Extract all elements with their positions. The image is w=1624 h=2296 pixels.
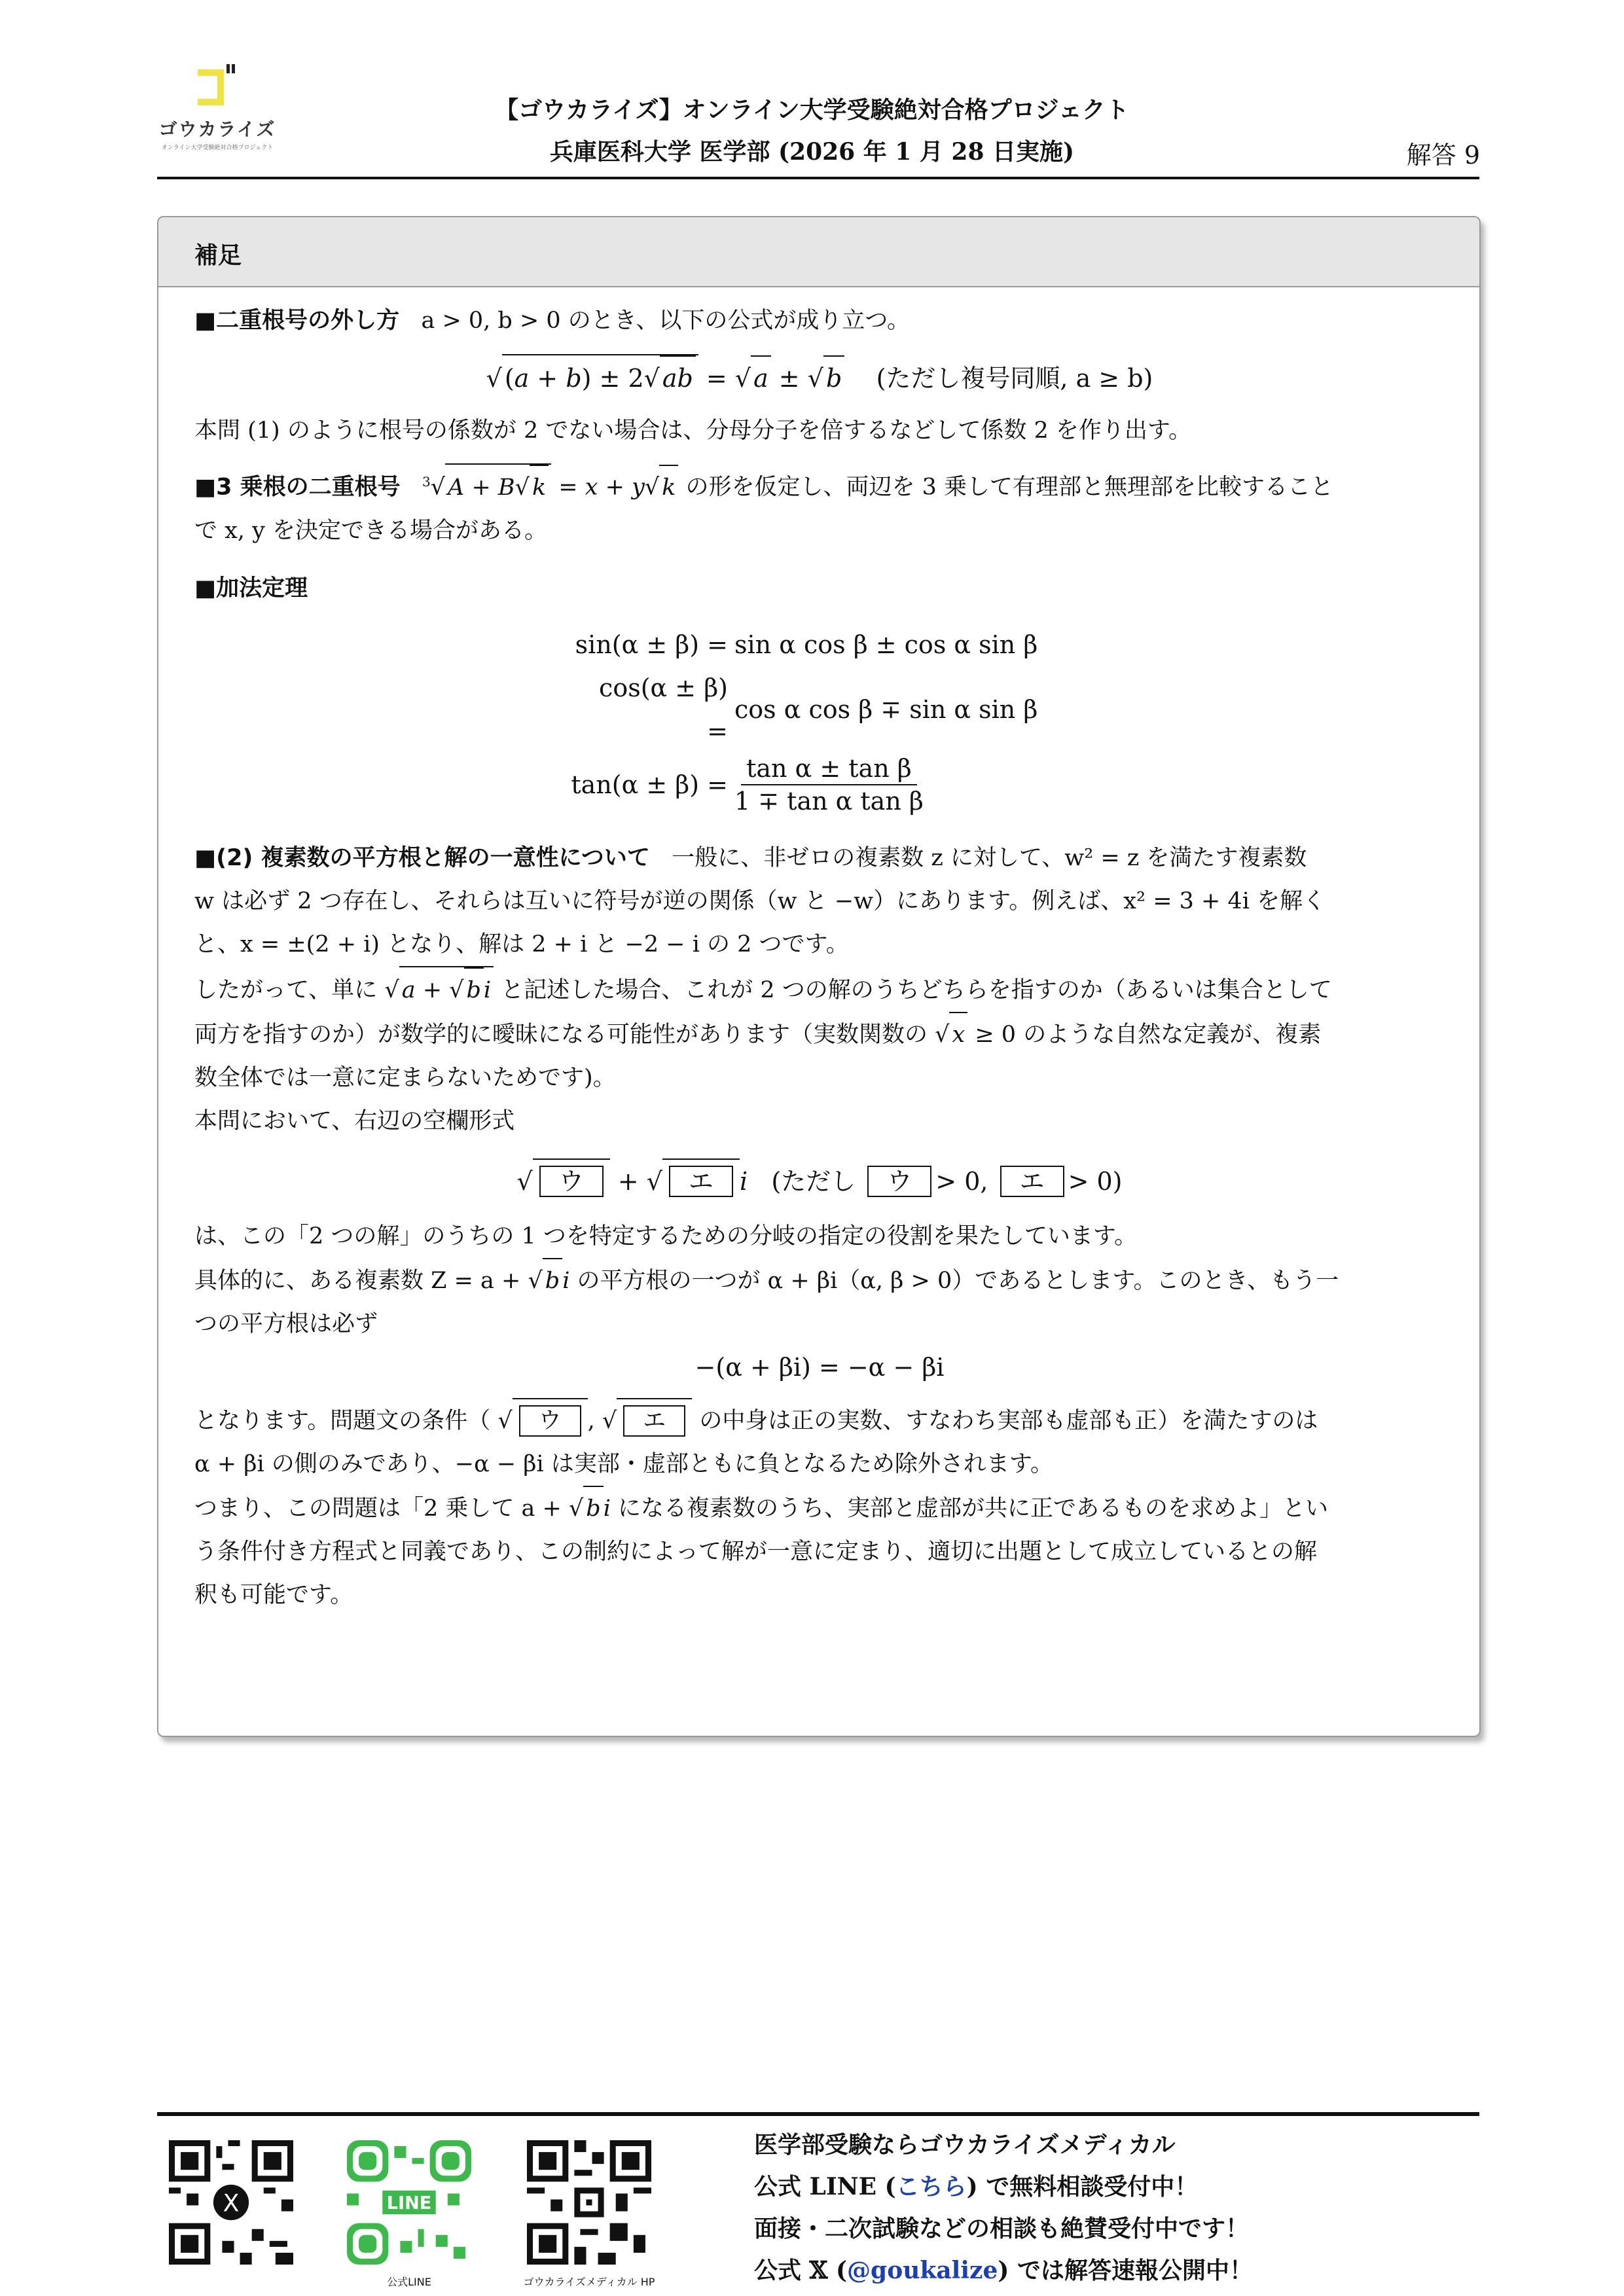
footer-line: 医学部受験ならゴウカライズメディカル <box>754 2131 1176 2159</box>
section-text-line: つまり、この問題は「2 乗して a + √ b i になる複素数のうち、実部と虚部が共に正であるものを求めよ」とい <box>194 1486 1445 1530</box>
trig-lhs: tan(α ± β) = <box>571 770 728 799</box>
section-complex-root <box>194 836 1445 880</box>
answer-blank-u: ウ <box>539 1166 604 1197</box>
answer-blank-e: エ <box>669 1166 733 1197</box>
text-fragment: になる複素数のうち、実部と虚部が共に正であるものを求めよ」とい <box>618 1495 1329 1522</box>
qr-code-line-icon[interactable] <box>347 2140 471 2265</box>
footer-divider <box>157 2112 1479 2116</box>
header-exam-info: 兵庫医科大学 医学部 (2026 年 1 月 28 日実施) <box>549 138 1075 166</box>
text-fragment: の平方根の一つが α + βi（α, β > 0）であるとします。このとき、もう一 <box>577 1267 1339 1294</box>
text-fragment: と記述した場合、これが 2 つの解のうちどちらを指すのか（あるいは集合として <box>501 977 1332 1003</box>
equation-blank-form: √ ウ + √ エ i (ただし ウ > 0, エ > 0) <box>194 1158 1445 1203</box>
section-heading: ■(2) 複素数の平方根と解の一意性について <box>194 844 650 871</box>
text-fragment: 公式 LINE ( <box>754 2173 896 2200</box>
svg-text:LINE: LINE <box>386 2193 432 2214</box>
footer-text <box>754 2124 1253 2291</box>
fraction-denominator: 1 ∓ tan α tan β <box>734 786 924 816</box>
qr-caption-hp: ゴウカライズメディカル HP <box>523 2276 655 2288</box>
footer-line <box>754 2250 1253 2291</box>
section-text-line: となります。問題文の条件（ √ ウ , √ エ の中身は正の実数、すなわち実部も虚部も正）を満たすのは <box>194 1398 1445 1443</box>
section-text: 本問 (1) のように根号の係数が 2 でない場合は、分母分子を倍するなどして係数 2 を作り出す。 <box>194 418 1192 444</box>
section-text: で x, y を決定できる場合がある。 <box>194 517 548 544</box>
trig-rhs: sin α cos β ± cos α sin β <box>734 630 1038 659</box>
section-text: 一般に、非ゼロの複素数 z に対して、w² = z を満たす複素数 <box>672 844 1307 871</box>
section-text: w は必ず 2 つ存在し、それらは互いに符号が逆の関係（w と −w）にあります。例えば、x² = 3 + 4i を解く <box>194 888 1326 914</box>
svg-text:X: X <box>223 2189 240 2217</box>
logo-name: ゴウカライズ <box>158 118 276 140</box>
qr-code-hp-icon[interactable] <box>527 2140 651 2265</box>
logo-subtitle: オンライン大学受験絶対合格プロジェクト <box>161 145 274 151</box>
section-text: は、この「2 つの解」のうちの 1 つを特定するための分岐の指定の役割を果たしています。 <box>194 1223 1138 1249</box>
trig-fraction <box>734 753 924 817</box>
section-text-line: したがって、単に √ a + √ b i と記述した場合、これが 2 つの解のうちどちらを指すのか（あるいは集合として <box>194 966 1445 1012</box>
text-fragment: 公式 𝕏 ( <box>754 2257 848 2284</box>
text-fragment: ) で無料相談受付中！ <box>966 2173 1199 2200</box>
trig-row-tan <box>571 753 1068 817</box>
trig-row-sin <box>571 623 1068 666</box>
section-text: a > 0, b > 0 のとき、以下の公式が成り立つ。 <box>421 308 911 334</box>
answer-blank-e: エ <box>1000 1166 1064 1197</box>
trig-lhs: sin(α ± β) = <box>575 630 728 659</box>
section-text: つの平方根は必ず <box>194 1310 378 1337</box>
section-text: の形を仮定し、両辺を 3 乗して有理部と無理部を比較すること <box>685 474 1334 501</box>
answer-blank-e: エ <box>623 1405 685 1437</box>
section-heading: ■3 乗根の二重根号 <box>194 474 401 501</box>
section-cube-root: ■3 乗根の二重根号 $^3$√ A + B√ k = x + y√ k の形を仮定し、両辺を 3 乗して有理部と無理部を比較すること <box>194 460 1445 509</box>
text-fragment: ) では解答速報公開中！ <box>998 2257 1253 2284</box>
trig-lhs: cos(α ± β) = <box>599 673 728 745</box>
text-fragment: つまり、この問題は「2 乗して a + <box>194 1495 562 1522</box>
section-text: 数全体では一意に定まらないためです)。 <box>194 1064 616 1091</box>
fraction-numerator: tan α ± tan β <box>741 753 917 785</box>
section-text-line: 具体的に、ある複素数 Z = a + √ b i の平方根の一つが α + βi（α, β > 0）であるとします。このとき、もう一 <box>194 1258 1445 1302</box>
page-label: 解答 9 <box>1406 141 1480 170</box>
box-header <box>158 217 1479 287</box>
addition-theorem-equations <box>571 623 1068 817</box>
qr-caption-line: 公式LINE <box>387 2276 431 2288</box>
section-text: う条件付き方程式と同義であり、この制約によって解が一意に定まり、適切に出題として成立しているとの解 <box>194 1538 1318 1565</box>
section-text: 釈も可能です。 <box>194 1581 353 1608</box>
line-link[interactable]: こちら <box>895 2173 967 2200</box>
box-title: 補足 <box>194 242 242 269</box>
header-title: 【ゴウカライズ】オンライン大学受験絶対合格プロジェクト <box>495 97 1129 124</box>
equation-other-root: −(α + βi) = −α − βi <box>695 1352 945 1382</box>
text-fragment: の中身は正の実数、すなわち実部も虚部も正）を満たすのは <box>699 1407 1318 1434</box>
equation-note: (ただし複号同順, a ≥ b) <box>876 364 1153 393</box>
section-double-radical <box>194 299 1445 342</box>
footer-line: 面接・二次試験などの相談も絶賛受付中です！ <box>754 2215 1250 2242</box>
header-divider <box>157 177 1479 179</box>
section-heading: ■加法定理 <box>194 575 308 601</box>
section-text: 本問において、右辺の空欄形式 <box>194 1107 515 1134</box>
text-fragment: となります。問題文の条件（ <box>194 1407 491 1434</box>
section-text-line: 両方を指すのか）が数学的に曖昧になる可能性があります（実数関数の √ x ≥ 0 のような自然な定義が、複素 <box>194 1012 1445 1056</box>
section-text: α + βi の側のみであり、−α − βi は実部・虚部ともに負となるため除外されます。 <box>194 1450 1054 1477</box>
equation-double-radical: √ (a + b) ± 2√ ab = √ a ± √ b (ただし複号同順, a ≥ b) <box>194 354 1445 400</box>
footer-line <box>754 2166 1253 2208</box>
section-text: と、x = ±(2 + i) となり、解は 2 + i と −2 − i の 2 つです。 <box>194 931 849 958</box>
trig-row-cos <box>571 666 1068 753</box>
x-account-link[interactable]: @goukalize <box>847 2257 998 2284</box>
text-fragment: したがって、単に <box>194 977 378 1003</box>
text-fragment: 両方を指すのか）が数学的に曖昧になる可能性があります（実数関数の <box>194 1021 928 1048</box>
answer-blank-u: ウ <box>867 1166 931 1197</box>
text-fragment: 具体的に、ある複素数 Z = a + <box>194 1267 521 1294</box>
section-heading: ■二重根号の外し方 <box>194 308 400 334</box>
trig-rhs: cos α cos β ∓ sin α sin β <box>734 694 1038 724</box>
answer-blank-u: ウ <box>519 1405 581 1437</box>
equation-note: (ただし <box>771 1166 856 1196</box>
text-fragment: ≥ 0 のような自然な定義が、複素 <box>975 1021 1322 1048</box>
box-body <box>194 299 1445 1617</box>
supplement-box <box>157 216 1481 1737</box>
qr-code-x-icon[interactable] <box>169 2140 293 2265</box>
